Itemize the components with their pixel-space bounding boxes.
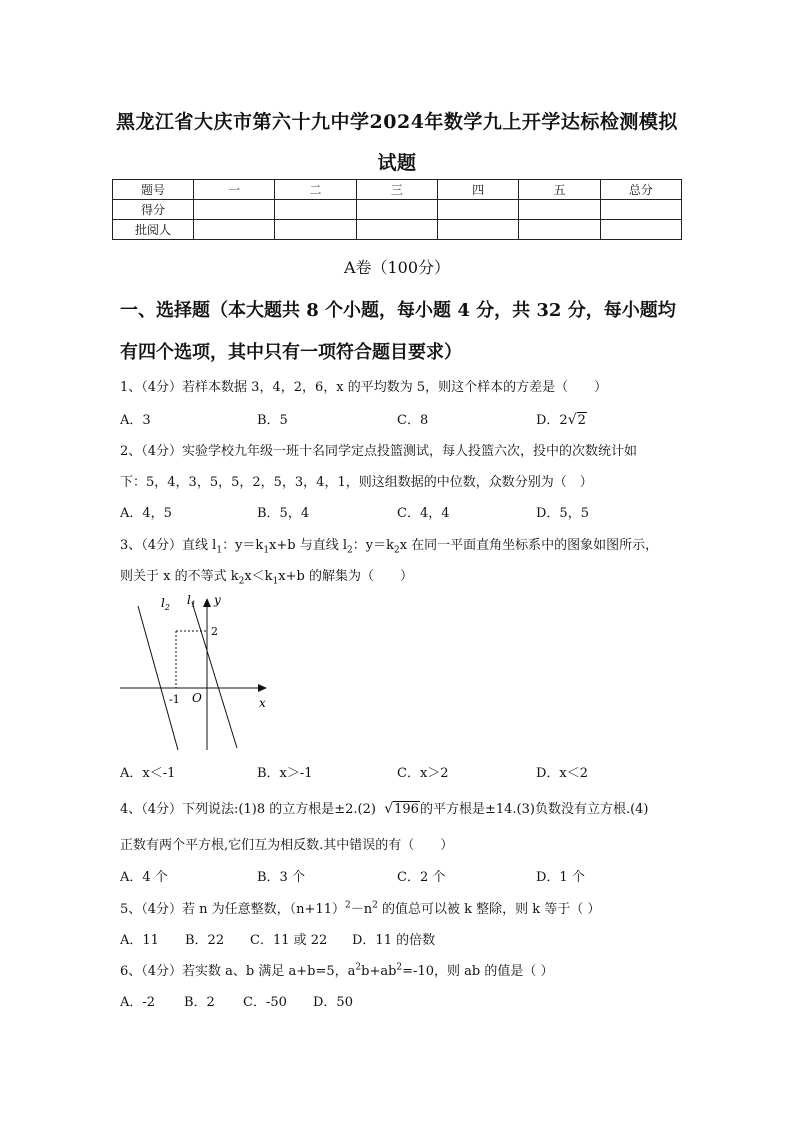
label-origin: O <box>192 691 202 705</box>
q5-option-d: D．11 的倍数 <box>352 933 436 948</box>
q6-option-b: B．2 <box>184 995 215 1010</box>
q6-superscript: 2 <box>396 962 403 973</box>
document-title-line1: 黑龙江省大庆市第六十九中学2024年数学九上开学达标检测模拟 <box>116 111 678 133</box>
score-table-cell: 五 <box>519 180 600 200</box>
label-neg-one: -1 <box>169 693 180 706</box>
question-2-line1: 2、（4分）实验学校九年级一班十名同学定点投篮测试，每人投篮六次，投中的次数统计如 <box>120 444 638 459</box>
line-l2 <box>138 606 178 750</box>
q4-option-c: C．2 个 <box>397 870 446 885</box>
q6-text-part: =-10，则 ab 的值是（ ） <box>402 964 554 979</box>
score-input-cell <box>600 200 681 220</box>
q3-text-part: ：y＝k <box>352 538 394 553</box>
q3-subscript: 2 <box>347 545 353 556</box>
score-table-cell: 题号 <box>113 180 194 200</box>
score-input-cell <box>356 200 437 220</box>
label-l2: $l_2$ <box>161 596 170 612</box>
q3-subscript: 1 <box>263 545 270 556</box>
q3-subscript: 1 <box>272 576 279 587</box>
q2-option-b: B．5，4 <box>257 506 310 521</box>
question-4-line2: 正数有两个平方根,它们互为相反数.其中错误的有（ ） <box>120 838 454 853</box>
question-4-line1: 4、（4分）下列说法:(1)8 的立方根是±2.(2) √196的平方根是±14.(3)负数没有立方根.(4) <box>120 801 649 817</box>
q4-option-b: B．3 个 <box>257 870 305 885</box>
score-input-cell <box>275 220 356 240</box>
q5-option-b: B．22 <box>185 933 225 948</box>
question-6-text <box>120 960 553 979</box>
q5-text-part: －n <box>350 902 373 917</box>
q6-option-a: A．-2 <box>120 995 156 1010</box>
score-input-cell <box>519 200 600 220</box>
q1-option-d-label: D．2 <box>536 413 568 428</box>
question-3-line2 <box>120 565 413 587</box>
q4-option-a: A．4 个 <box>120 870 168 885</box>
line-l1 <box>192 602 237 748</box>
q5-superscript: 2 <box>372 900 378 911</box>
q5-option-c: C．11 或 22 <box>250 933 328 948</box>
q3-text-part: ：y＝k <box>222 538 264 553</box>
score-table-cell: 批阅人 <box>113 220 194 240</box>
q2-option-d: D．5，5 <box>536 506 589 521</box>
score-table <box>112 179 682 240</box>
q5-option-a: A．11 <box>120 933 159 948</box>
q6-superscript: 2 <box>355 962 362 973</box>
section-a-title: A卷（100分） <box>343 258 451 277</box>
score-input-cell <box>194 220 275 240</box>
score-input-cell <box>356 220 437 240</box>
q3-option-a: A．x＜-1 <box>120 766 176 781</box>
q1-option-d: D．2√2 <box>536 412 586 428</box>
score-table-header-row <box>113 180 682 200</box>
q3-option-c: C．x＞2 <box>397 766 449 781</box>
question-2-line2: 下：5，4，3，5，5，2，5，3，4，1，则这组数据的中位数，众数分别为（ ） <box>120 475 593 490</box>
q4-text-part: 的平方根是±14.(3)负数没有立方根.(4) <box>419 802 649 817</box>
q5-superscript: 2 <box>345 900 351 911</box>
q3-text-part: x+b 的解集为（ ） <box>278 569 413 584</box>
q3-option-d: D．x＜2 <box>536 766 589 781</box>
score-input-cell <box>437 220 518 240</box>
q2-option-c: C．4，4 <box>397 506 450 521</box>
score-input-cell <box>437 200 518 220</box>
q3-text-part: 3、（4分）直线 l <box>120 538 217 553</box>
question-3-line1 <box>120 534 658 556</box>
score-table-row <box>113 200 682 220</box>
score-table-cell: 三 <box>356 180 437 200</box>
score-table-row <box>113 220 682 240</box>
q4-option-d: D．1 个 <box>536 870 585 885</box>
score-table-cell: 总分 <box>600 180 681 200</box>
q3-graph <box>115 590 275 755</box>
score-table-cell: 得分 <box>113 200 194 220</box>
q3-text-part: 则关于 x 的不等式 k <box>120 569 239 584</box>
score-table-cell: 一 <box>194 180 275 200</box>
q5-text-part: 5、（4分）若 n 为任意整数，（n+11） <box>120 902 345 917</box>
x-axis-arrow <box>258 684 267 692</box>
q3-subscript: 2 <box>393 545 400 556</box>
question-1-text: 1、（4分）若样本数据 3，4，2，6，x 的平均数为 5，则这个样本的方差是（ ） <box>120 380 608 395</box>
q6-text-part: b+ab <box>361 964 397 979</box>
q3-text-part: x 在同一平面直角坐标系中的图象如图所示， <box>399 538 659 553</box>
score-input-cell <box>519 220 600 240</box>
question-5-text <box>120 898 600 917</box>
q3-text-part: x+b 与直线 l <box>269 538 348 553</box>
q3-option-b: B．x＞-1 <box>257 766 313 781</box>
q5-text-part: 的值总可以被 k 整除，则 k 等于（ ） <box>377 902 601 917</box>
score-table-cell: 二 <box>275 180 356 200</box>
score-input-cell <box>600 220 681 240</box>
q2-option-a: A．4，5 <box>120 506 172 521</box>
q4-text-part: 4、（4分）下列说法:(1)8 的立方根是±2.(2) <box>120 802 376 817</box>
q1-option-c: C．8 <box>397 413 429 428</box>
q4-radicand: 196 <box>394 802 419 817</box>
q1-option-d-radicand: 2 <box>577 413 586 428</box>
q6-text-part: 6、（4分）若实数 a、b 满足 a+b=5，a <box>120 964 356 979</box>
label-two: 2 <box>211 625 218 638</box>
part1-heading-line2: 有四个选项，其中只有一项符合题目要求） <box>120 342 462 363</box>
q3-subscript: 1 <box>216 545 223 556</box>
part1-heading-line1: 一、选择题（本大题共 8 个小题，每小题 4 分，共 32 分，每小题均 <box>120 300 676 321</box>
q3-text-part: x＜k <box>244 569 273 584</box>
q6-option-c: C．-50 <box>243 995 287 1010</box>
q1-option-a: A．3 <box>120 413 151 428</box>
q3-subscript: 2 <box>238 576 245 587</box>
q1-option-b: B．5 <box>257 413 288 428</box>
label-l1: $l_1$ <box>187 593 196 609</box>
q6-option-d: D．50 <box>313 995 353 1010</box>
label-x: x <box>259 696 266 710</box>
score-table-cell: 四 <box>437 180 518 200</box>
score-input-cell <box>194 200 275 220</box>
score-input-cell <box>275 200 356 220</box>
document-title-line2: 试题 <box>377 152 417 174</box>
label-y: y <box>214 593 221 607</box>
y-axis-arrow <box>203 598 211 607</box>
